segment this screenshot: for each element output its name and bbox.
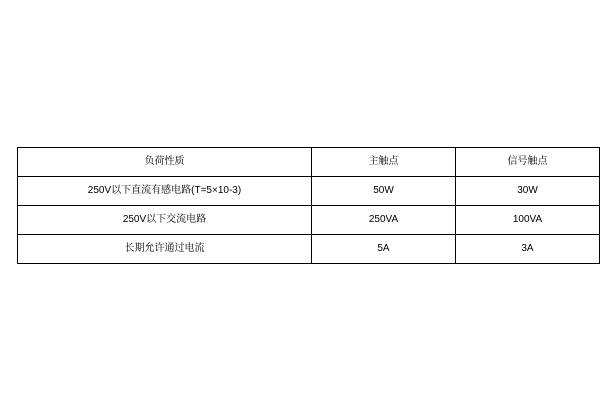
cell-load-nature: 长期允许通过电流 <box>18 235 312 264</box>
cell-signal-contact: 30W <box>456 177 600 206</box>
cell-signal-contact: 100VA <box>456 206 600 235</box>
table-row <box>18 206 600 235</box>
contact-rating-table <box>17 147 600 264</box>
cell-load-nature: 250V以下交流电路 <box>18 206 312 235</box>
cell-main-contact: 50W <box>312 177 456 206</box>
column-header-main-contact: 主触点 <box>312 148 456 177</box>
table-body <box>18 148 600 264</box>
cell-load-nature: 250V以下直流有感电路(T=5×10-3) <box>18 177 312 206</box>
table-row <box>18 235 600 264</box>
column-header-load-nature: 负荷性质 <box>18 148 312 177</box>
table-row <box>18 177 600 206</box>
cell-signal-contact: 3A <box>456 235 600 264</box>
table-header-row <box>18 148 600 177</box>
cell-main-contact: 5A <box>312 235 456 264</box>
cell-main-contact: 250VA <box>312 206 456 235</box>
column-header-signal-contact: 信号触点 <box>456 148 600 177</box>
